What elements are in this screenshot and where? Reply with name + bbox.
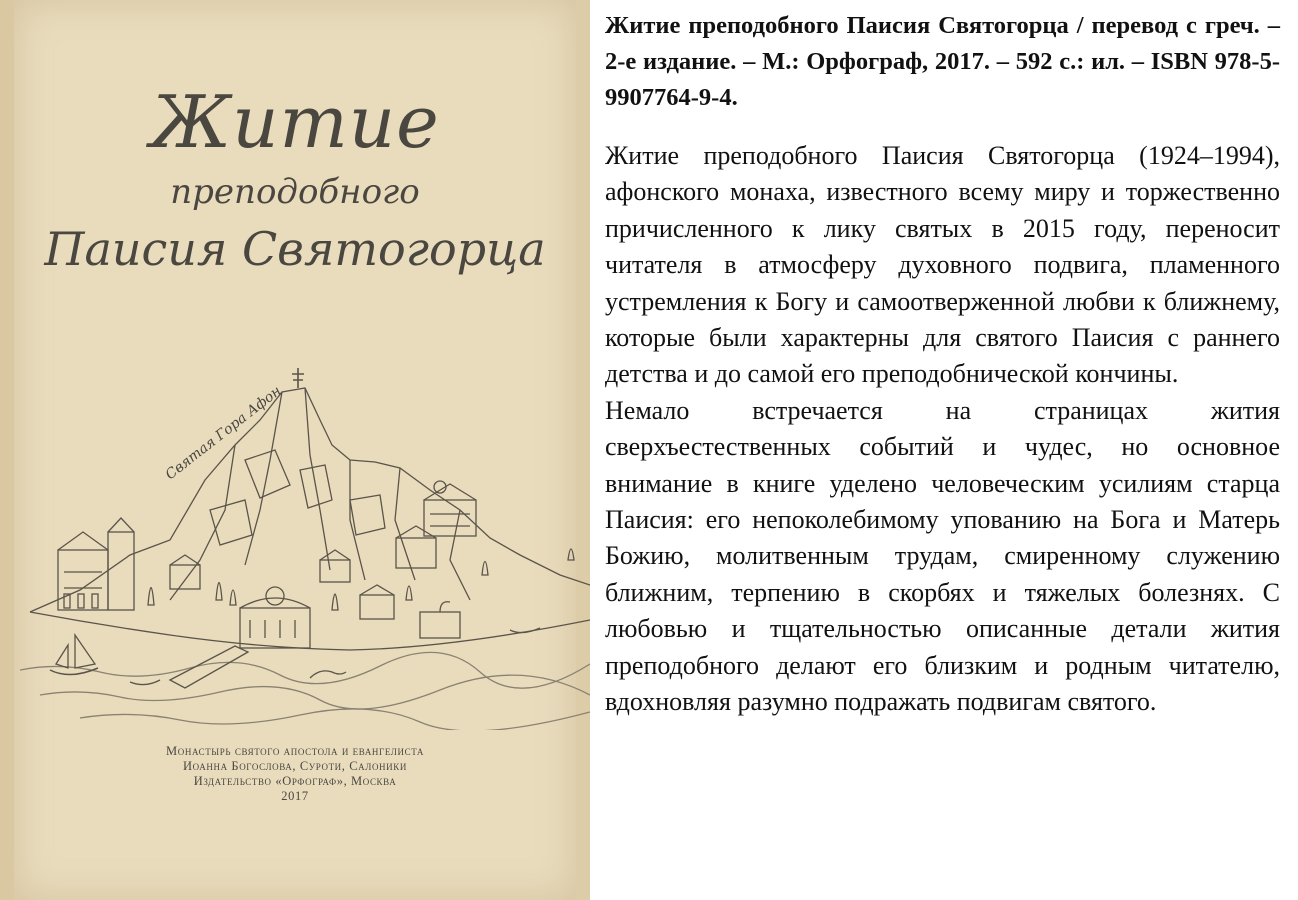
book-cover	[0, 0, 590, 900]
mountain-caption: Святая Гора Афон	[162, 383, 285, 484]
book-description	[605, 8, 1280, 721]
cover-title-line1: Житие	[150, 80, 440, 164]
mount-athos-illustration	[20, 350, 590, 730]
cover-publisher-line1: Монастырь святого апостола и евангелиста	[166, 744, 424, 758]
cover-publisher-block	[0, 744, 590, 804]
description-paragraph-2: Немало встречается на страницах жития сверхъестественных событий и чудес, но основное внимание в книге уделено человеческим усилиям старца Паисия: его непоколебимому упованию на Бога и Матерь Божию, молитвенным трудам, смиренному служению ближним, терпению в скорбях и тяжелых болезнях. С любовью и тщательностью описанные детали жития преподобного делают его близким и родным читателю, вдохновляя разумно подражать подвигам святого.	[605, 395, 1280, 717]
cover-title-line3: Паисия Святогорца	[44, 222, 546, 276]
description-paragraph-1: Житие преподобного Паисия Святогорца (1924–1994), афонского монаха, известного всему миру и торжественно причисленного к лику святых в 2015 году, переносит читателя в атмосферу духовного подвига, пламенного устремления к Богу и самоотверженной любви к ближнему, которые были характерны для святого Паисия с раннего детства и до самой его преподобнической кончины.	[605, 141, 1280, 389]
cover-title-line2: преподобного	[170, 172, 420, 212]
bibliographic-heading: Житие преподобного Паисия Святогорца / перевод с греч. – 2-е издание. – М.: Орфограф, 2017. – 592 с.: ил. – ISBN 978-5-9907764-9-4.	[605, 12, 1280, 111]
cover-publisher-line3: Издательство «Орфограф», Москва	[193, 774, 397, 788]
cover-publisher-line2: Иоанна Богослова, Суроти, Салоники	[183, 759, 407, 773]
cover-publisher-year: 2017	[281, 789, 309, 803]
